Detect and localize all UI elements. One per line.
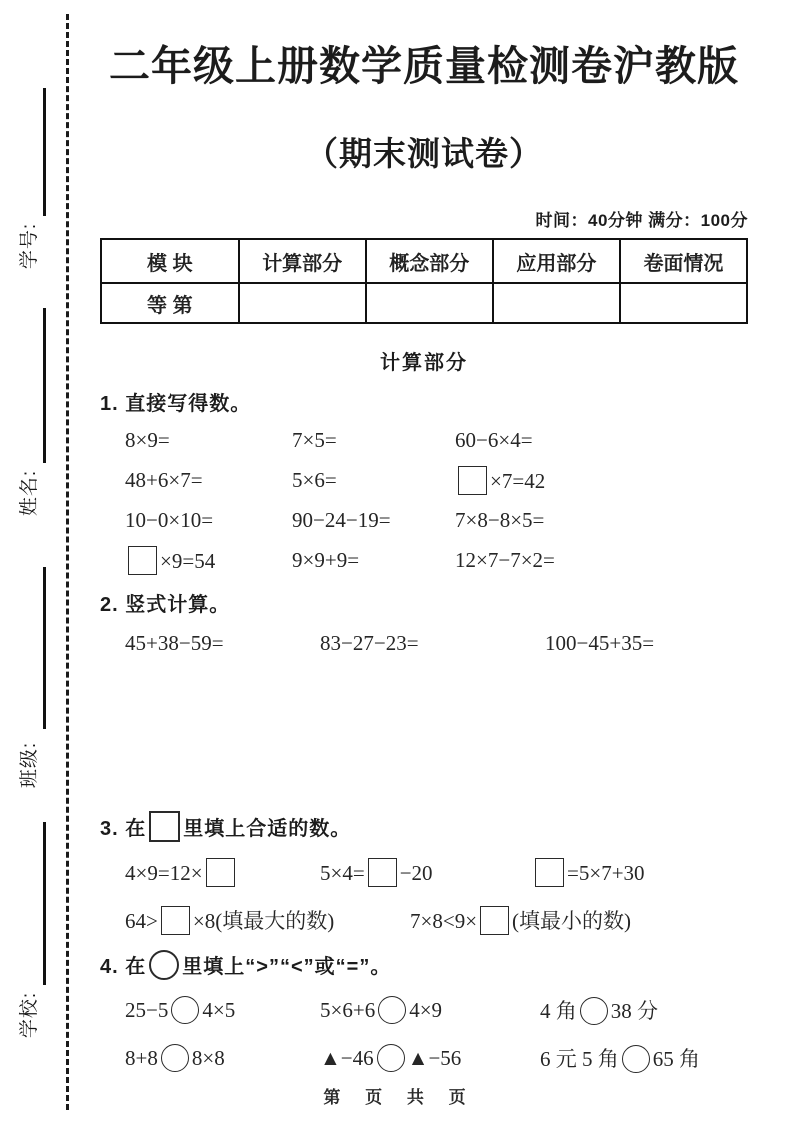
fill-in-box <box>149 811 180 842</box>
compare-circle <box>378 996 406 1024</box>
math-expression: =5×7+30 <box>532 858 748 887</box>
question-1-label: 1. 直接写得数。 <box>100 393 252 416</box>
compare-circle <box>377 1044 405 1072</box>
school-write-line <box>43 822 46 985</box>
compare-circle <box>149 950 179 980</box>
fill-in-box <box>458 466 487 495</box>
math-expression: 7×5= <box>292 427 337 452</box>
q4-row-1 <box>100 992 748 1028</box>
score-header-application: 应用部分 <box>493 239 620 283</box>
math-expression: 5×6+6 4×9 <box>320 998 443 1023</box>
student-id-write-line <box>43 88 46 216</box>
math-expression: 7×8<9× (填最小的数) <box>410 905 748 935</box>
fill-in-box <box>368 858 397 887</box>
compare-circle <box>622 1045 650 1073</box>
question-2-label: 2. 竖式计算。 <box>100 594 231 617</box>
math-expression: 45+38−59= <box>125 630 224 655</box>
q3-row-1 <box>100 854 748 890</box>
grade-cell-concept <box>366 283 493 323</box>
page-footer: 第 页 共 页 <box>323 1088 470 1107</box>
math-expression: 8×9= <box>125 427 170 452</box>
q2-working-space <box>100 659 748 799</box>
math-expression: ×7=42 <box>455 466 748 495</box>
class-label: 班级: <box>19 741 40 789</box>
math-expression: 10−0×10= <box>125 507 214 532</box>
compare-circle <box>580 997 608 1025</box>
score-table-header-row <box>101 239 747 283</box>
math-expression: 60−6×4= <box>455 427 533 452</box>
math-expression: 7×8−8×5= <box>455 507 545 532</box>
fill-in-box <box>535 858 564 887</box>
score-header-concept: 概念部分 <box>366 239 493 283</box>
score-header-module: 模 块 <box>101 239 239 283</box>
question-1 <box>100 387 748 576</box>
main-content <box>100 0 748 1076</box>
math-expression: 4×9=12× <box>125 858 320 887</box>
grade-cell-application <box>493 283 620 323</box>
compare-circle <box>161 1044 189 1072</box>
fill-in-box <box>128 546 157 575</box>
fill-in-box <box>161 906 190 935</box>
student-name-label: 姓名: <box>19 469 40 517</box>
math-expression: 9×9+9= <box>292 547 360 572</box>
page-title: 二年级上册数学质量检测卷沪教版 <box>109 43 739 89</box>
math-expression: ×9=54 <box>125 546 292 575</box>
student-name-write-line <box>43 308 46 463</box>
math-expression: 5×4= −20 <box>320 858 532 887</box>
question-4 <box>100 950 748 1076</box>
math-expression: 5×6= <box>292 467 337 492</box>
fill-in-box <box>206 858 235 887</box>
question-2 <box>100 588 748 799</box>
math-expression: 48+6×7= <box>125 467 203 492</box>
q1-row-3 <box>100 504 748 536</box>
q1-row-2 <box>100 464 748 496</box>
score-header-neatness: 卷面情况 <box>620 239 747 283</box>
seal-dashed-line <box>66 14 69 1110</box>
q3-row-2 <box>100 902 748 938</box>
exam-time-score-info: 时间：40分钟 满分：100分 <box>535 211 748 231</box>
math-expression: 4 角 38 分 <box>540 999 658 1024</box>
student-id-label: 学号: <box>19 222 40 270</box>
math-expression: 83−27−23= <box>320 630 419 655</box>
score-header-calculation: 计算部分 <box>239 239 366 283</box>
section-title-calculation: 计算部分 <box>380 352 468 375</box>
math-expression: 90−24−19= <box>292 507 391 532</box>
math-expression: 64> ×8(填最大的数) <box>125 905 410 935</box>
grade-row-label: 等 第 <box>101 283 239 323</box>
q2-row-1 <box>100 627 748 659</box>
math-expression: 25−5 4×5 <box>125 998 236 1023</box>
question-3-label: 3. 在 里填上合适的数。 <box>100 811 748 842</box>
math-expression: 6 元 5 角 65 角 <box>540 1047 700 1072</box>
question-3 <box>100 811 748 938</box>
fill-in-box <box>480 906 509 935</box>
q4-row-2 <box>100 1040 748 1076</box>
grade-cell-calculation <box>239 283 366 323</box>
math-expression: 8+8 8×8 <box>125 1046 225 1071</box>
grade-cell-neatness <box>620 283 747 323</box>
math-expression: ▲−46 ▲−56 <box>320 1046 462 1071</box>
score-table-grade-row <box>101 283 747 323</box>
class-write-line <box>43 567 46 729</box>
page-subtitle: （期末测试卷） <box>305 135 543 173</box>
compare-circle <box>171 996 199 1024</box>
question-4-label: 4. 在 里填上“>”“<”或“=”。 <box>100 950 748 980</box>
math-expression: 100−45+35= <box>545 630 655 655</box>
school-label: 学校: <box>19 991 40 1039</box>
math-expression: 12×7−7×2= <box>455 547 555 572</box>
score-table <box>100 238 748 324</box>
q1-row-4 <box>100 544 748 576</box>
q1-row-1 <box>100 424 748 456</box>
